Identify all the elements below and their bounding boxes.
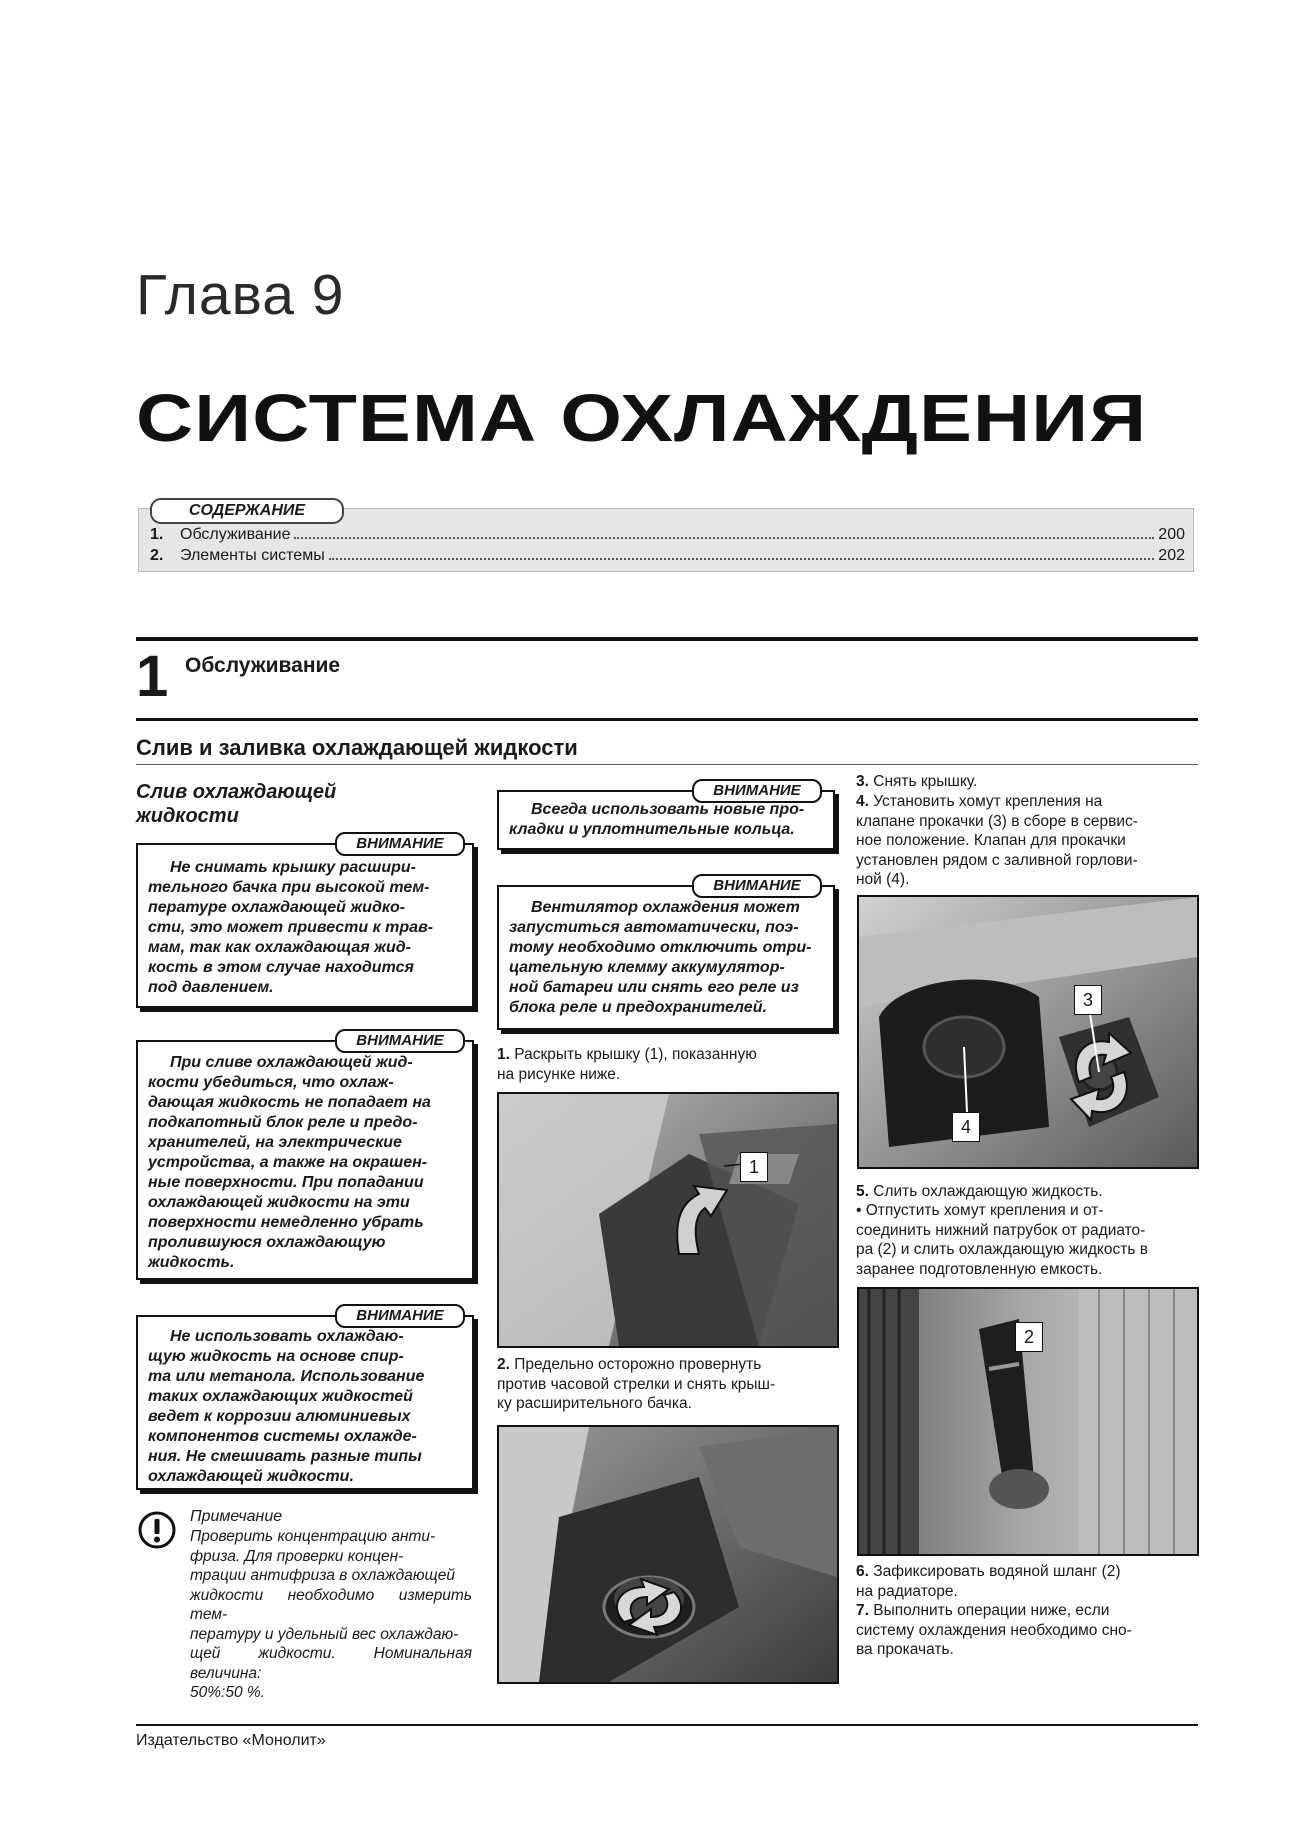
step-6: 6. Зафиксировать водяной шланг (2) на радиаторе.	[856, 1563, 1121, 1600]
toc-item-number: 2.	[150, 547, 164, 564]
callout-1: 1	[740, 1152, 768, 1182]
step-3: 3. Снять крышку.	[856, 773, 978, 790]
subsection-rule	[136, 764, 1198, 765]
warning-label: ВНИМАНИЕ	[335, 1304, 465, 1328]
step-2: 2. Предельно осторожно провернуть против часовой стрелки и снять крыш- ку расширительного бачка.	[497, 1356, 776, 1412]
step-5-bullet: • Отпустить хомут крепления и от- соединить нижний патрубок от радиато- ра (2) и слить охлаждающую жидкость в заранее подготовленную емкость.	[856, 1202, 1148, 1278]
publisher-footer: Издательство «Монолит»	[136, 1732, 326, 1749]
warning-text: При сливе охлаждающей жид- кости убедиться, что охлаж- дающая жидкость не попадает на подкапотный блок реле и предо- хранителей, на электрические устройства, а также на окрашен- ные поверхности. При попадании охлаждающей жидкости на эти поверхности немедленно убрать пролившуюся охлаждающую жидкость.	[148, 1054, 431, 1271]
chapter-number: Глава 9	[136, 263, 345, 327]
callout-2: 2	[1015, 1322, 1043, 1352]
warning-label: ВНИМАНИЕ	[692, 779, 822, 803]
note-label: Примечание	[190, 1508, 283, 1525]
section-rule-bottom	[136, 718, 1198, 721]
section-title: Обслуживание	[185, 654, 341, 677]
toc-dots	[329, 558, 1155, 560]
step-4: 4. Установить хомут крепления на клапане прокачки (3) в сборе в сервис- ное положение. Клапан для прокачки установлен рядом с заливной горлови- ной (4).	[856, 793, 1138, 888]
toc-item-page: 202	[1158, 547, 1185, 564]
warning-text: Не использовать охлаждаю- щую жидкость на основе спир- та или метанола. Использование таких охлаждающих жидкостей ведет к коррозии алюминиевых компонентов системы охлажде- ния. Не смешивать разные типы охлаждающей жидкости.	[148, 1328, 425, 1485]
step-7: 7. Выполнить операции ниже, если систему охлаждения необходимо сно- ва прокачать.	[856, 1602, 1132, 1658]
toc-item[interactable]	[150, 526, 1185, 546]
toc-dots	[294, 537, 1154, 539]
toc-item-number: 1.	[150, 526, 164, 543]
subsection-title: Слив и заливка охлаждающей жидкости	[136, 735, 578, 760]
footer-rule	[136, 1724, 1198, 1726]
warning-text: Не снимать крышку расшири- тельного бачка при высокой тем- пературе охлаждающей жидко- сти, это может привести к трав- мам, так как охлаждающая жид- кость в этом случае находится под давлением.	[148, 859, 434, 996]
page-title: СИСТЕМА ОХЛАЖДЕНИЯ	[136, 381, 1148, 456]
section-number: 1	[136, 644, 169, 709]
toc-item-text: Обслуживание	[180, 526, 291, 543]
toc-item-text: Элементы системы	[180, 547, 325, 564]
warning-text: Всегда использовать новые про- кладки и уплотнительные кольца.	[509, 801, 805, 838]
step-5: 5. Слить охлаждающую жидкость.	[856, 1183, 1103, 1200]
section-rule-top	[136, 637, 1198, 641]
step-1: 1. Раскрыть крышку (1), показанную на рисунке ниже.	[497, 1046, 757, 1083]
engine-photo-3	[857, 895, 1199, 1169]
note-text: Проверить концентрацию анти- фриза. Для проверки концен- трации антифриза в охлаждающей жидкости необходимо измерить тем- пературу и удельный вес охлаждаю- щей жидкости. Номинальная величина: 50%:50 %.	[190, 1528, 472, 1701]
warning-label: ВНИМАНИЕ	[335, 1029, 465, 1053]
warning-label: ВНИМАНИЕ	[335, 832, 465, 856]
subheading: Слив охлаждающей жидкости	[136, 781, 337, 827]
callout-4: 4	[952, 1112, 980, 1142]
toc-item-page: 200	[1158, 526, 1185, 543]
exclamation-icon	[138, 1511, 176, 1549]
callout-3: 3	[1074, 985, 1102, 1015]
toc-label: СОДЕРЖАНИЕ	[150, 498, 344, 524]
warning-label: ВНИМАНИЕ	[692, 874, 822, 898]
engine-photo-2	[497, 1425, 839, 1684]
engine-photo-1	[497, 1092, 839, 1348]
toc-item[interactable]	[150, 547, 1185, 567]
warning-text: Вентилятор охлаждения может запуститься автоматически, поэ- тому необходимо отключить отри- цательную клемму аккумулятор- ной батареи или снять его реле из блока реле и предохранителей.	[509, 899, 812, 1016]
